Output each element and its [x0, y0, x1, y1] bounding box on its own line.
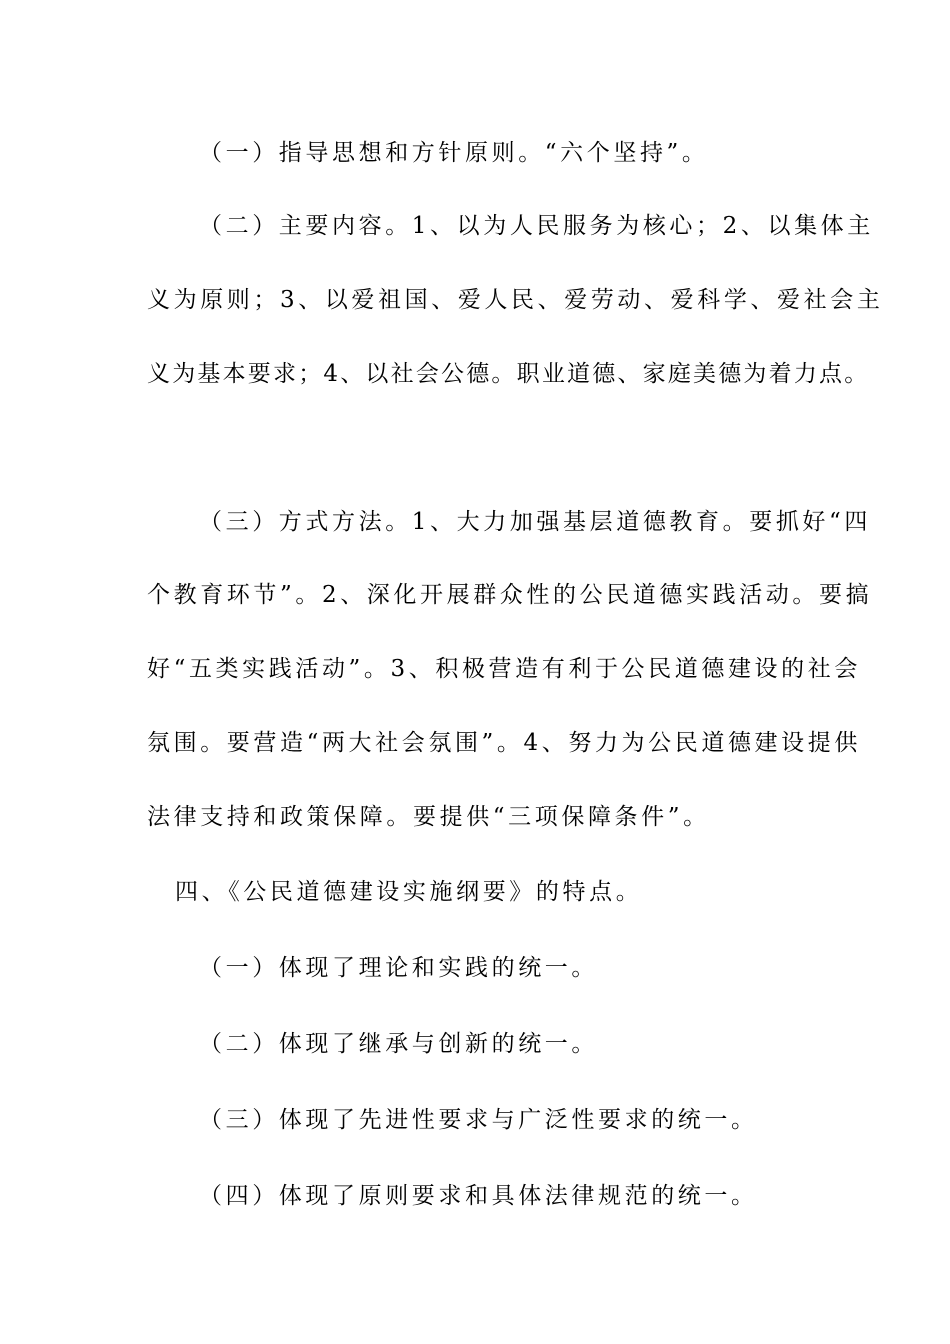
paragraph-line: （一）指导思想和方针原则。“六个坚持”。 [199, 140, 709, 166]
paragraph-line: 义为基本要求；4、以社会公德。职业道德、家庭美德为着力点。 [147, 361, 870, 387]
paragraph-line: 氛围。要营造“两大社会氛围”。4、努力为公民道德建设提供 [147, 730, 861, 756]
paragraph-line: 法律支持和政策保障。要提供“三项保障条件”。 [147, 804, 710, 830]
paragraph-line: 个教育环节”。2、深化开展群众性的公民道德实践活动。要搞 [147, 582, 873, 608]
list-item: （三）体现了先进性要求与广泛性要求的统一。 [199, 1107, 758, 1133]
paragraph-line: 义为原则；3、以爱祖国、爱人民、爱劳动、爱科学、爱社会主 [147, 287, 884, 313]
paragraph-line: 好“五类实践活动”。3、积极营造有利于公民道德建设的社会 [147, 656, 861, 682]
list-item: （二）体现了继承与创新的统一。 [199, 1031, 598, 1057]
section-heading: 四、《公民道德建设实施纲要》的特点。 [175, 879, 643, 905]
list-item: （一）体现了理论和实践的统一。 [199, 955, 598, 981]
paragraph-line: （三）方式方法。1、大力加强基层道德教育。要抓好“四 [199, 509, 871, 535]
list-item: （四）体现了原则要求和具体法律规范的统一。 [199, 1183, 758, 1209]
paragraph-line: （二）主要内容。1、以为人民服务为核心；2、以集体主 [199, 213, 874, 239]
